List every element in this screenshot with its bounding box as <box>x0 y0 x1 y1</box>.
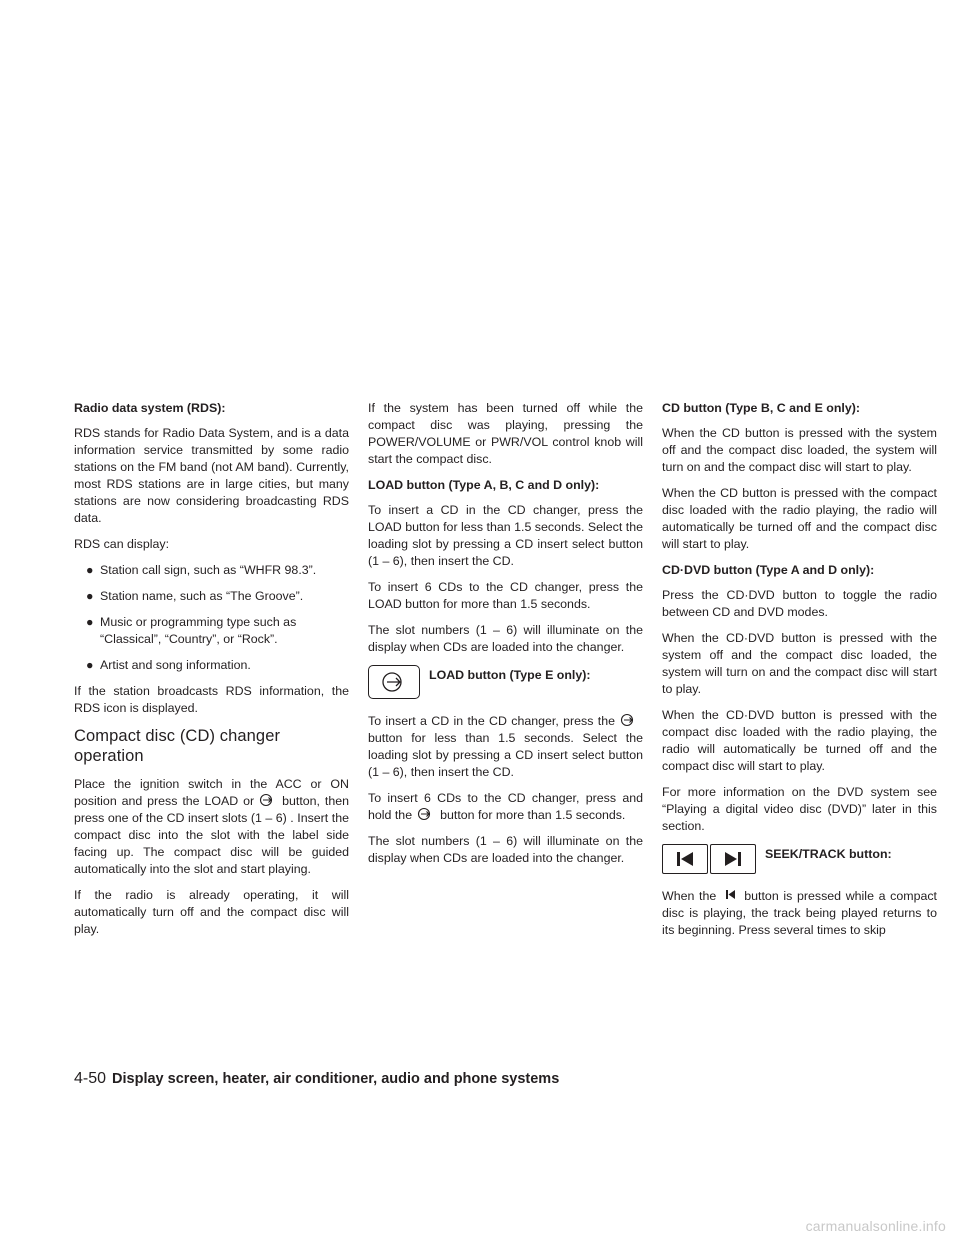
load-eject-icon <box>415 807 437 821</box>
skip-forward-icon <box>721 850 745 868</box>
list-item: ● Artist and song information. <box>86 658 251 672</box>
load-e-paragraph-1-a: To insert a CD in the CD changer, press the <box>368 714 615 728</box>
load-paragraph-3: The slot numbers (1 – 6) will illuminate on the display when CDs are loaded into the changer. <box>368 623 643 654</box>
seek-button-illustration <box>662 844 756 874</box>
load-button-illustration <box>368 665 420 699</box>
column-2 <box>368 400 643 876</box>
seek-paragraph-1-b: button is pressed while a compact disc is playing, the track being played returns to its beginning. Press several times to skip <box>662 889 937 937</box>
rds-can-display: RDS can display: <box>74 537 170 551</box>
cd-paragraph-1-b: button, then press one of the CD insert slots (1 – 6) . Insert the compact disc into the slot with the label side facing up. The compact disc will be guided automatically into the slot and start playing. <box>74 794 349 876</box>
cd-button-paragraph-1: When the CD button is pressed with the system off and the compact disc loaded, the system will turn on and the compact disc will start to play. <box>662 426 937 474</box>
page-number: 4-50 <box>74 1070 107 1087</box>
bullet-text: Station call sign, such as “WHFR 98.3”. <box>100 563 317 577</box>
bullet-text: Artist and song information. <box>100 658 251 672</box>
cd-button-paragraph-2: When the CD button is pressed with the compact disc loaded with the radio playing, the radio will automatically be turned off and the compact disc will start to play. <box>662 486 937 551</box>
cd-changer-heading: Compact disc (CD) changer operation <box>74 727 281 765</box>
load-e-paragraph-2-b: button for more than 1.5 seconds. <box>440 808 626 822</box>
column-1 <box>74 400 349 947</box>
seek-forward-button-illustration <box>710 844 756 874</box>
load-e-paragraph-1-b: button for less than 1.5 seconds. Select the loading slot by pressing a CD insert select button (1 – 6), then insert the CD. <box>368 731 643 779</box>
skip-back-icon <box>719 888 741 902</box>
cd-paragraph-2: If the radio is already operating, it will automatically turn off and the compact disc will play. <box>74 888 349 936</box>
load-e-heading-block <box>368 665 643 699</box>
rds-heading: Radio data system (RDS): <box>74 401 226 415</box>
section-title: Display screen, heater, air conditioner, audio and phone systems <box>112 1071 560 1087</box>
load-eject-icon <box>618 713 640 727</box>
bullet-text: Music or programming type such as “Classical”, “Country”, or “Rock”. <box>100 615 297 646</box>
load-e-paragraph-2-a: To insert 6 CDs to the CD changer, press and hold the <box>368 791 643 822</box>
rds-paragraph-2: If the station broadcasts RDS information, the RDS icon is displayed. <box>74 684 349 715</box>
seek-paragraph-1 <box>662 888 937 939</box>
rds-bullet-list <box>74 562 349 674</box>
cd-paragraph-1-a: Place the ignition switch in the ACC or ON position and press the LOAD or <box>74 777 349 808</box>
watermark: carmanualsonline.info <box>805 1218 946 1234</box>
load-heading: LOAD button (Type A, B, C and D only): <box>368 478 600 492</box>
load-e-paragraph-1 <box>368 713 643 781</box>
load-e-paragraph-3: The slot numbers (1 – 6) will illuminate on the display when CDs are loaded into the changer. <box>368 834 643 865</box>
cddvd-paragraph-1: Press the CD·DVD button to toggle the radio between CD and DVD modes. <box>662 588 937 619</box>
load-eject-icon <box>257 793 279 807</box>
skip-back-icon <box>673 850 697 868</box>
load-paragraph-1: To insert a CD in the CD changer, press the LOAD button for less than 1.5 seconds. Select the loading slot by pressing a CD insert select button (1 – 6), then insert the CD. <box>368 503 643 568</box>
load-e-heading: LOAD button (Type E only): <box>429 668 591 682</box>
list-item: ● Station call sign, such as “WHFR 98.3”. <box>86 563 317 577</box>
column-3 <box>662 400 937 948</box>
load-e-paragraph-2 <box>368 790 643 824</box>
list-item: ● Station name, such as “The Groove”. <box>86 589 304 603</box>
cddvd-paragraph-2: When the CD·DVD button is pressed with the system off and the compact disc loaded, the system will turn on and the compact disc will start to play. <box>662 631 937 696</box>
seek-paragraph-1-a: When the <box>662 889 717 903</box>
load-eject-icon <box>379 670 409 694</box>
cddvd-paragraph-4: For more information on the DVD system see “Playing a digital video disc (DVD)” later in this section. <box>662 785 937 833</box>
seek-heading-block <box>662 844 937 874</box>
seek-back-button-illustration <box>662 844 708 874</box>
bullet-text: Station name, such as “The Groove”. <box>100 589 304 603</box>
rds-paragraph-1: RDS stands for Radio Data System, and is a data information service transmitted by some radio stations on the FM band (not AM band). Currently, most RDS stations are in large cities, but many stations are now considering broadcasting RDS data. <box>74 426 349 525</box>
seek-heading: SEEK/TRACK button: <box>765 847 892 861</box>
cd-paragraph-1 <box>74 776 349 878</box>
list-item: ● Music or programming type such as “Classical”, “Country”, or “Rock”. <box>86 615 297 646</box>
cddvd-heading: CD·DVD button (Type A and D only): <box>662 563 875 577</box>
load-paragraph-2: To insert 6 CDs to the CD changer, press the LOAD button for more than 1.5 seconds. <box>368 580 643 611</box>
page-footer <box>74 1070 559 1088</box>
cd-button-heading: CD button (Type B, C and E only): <box>662 401 861 415</box>
cddvd-paragraph-3: When the CD·DVD button is pressed with the compact disc loaded with the radio playing, the radio will automatically be turned off and the compact disc will start to play. <box>662 708 937 773</box>
col2-paragraph-1: If the system has been turned off while the compact disc was playing, pressing the POWER/VOLUME or PWR/VOL control knob will start the compact disc. <box>368 401 643 466</box>
